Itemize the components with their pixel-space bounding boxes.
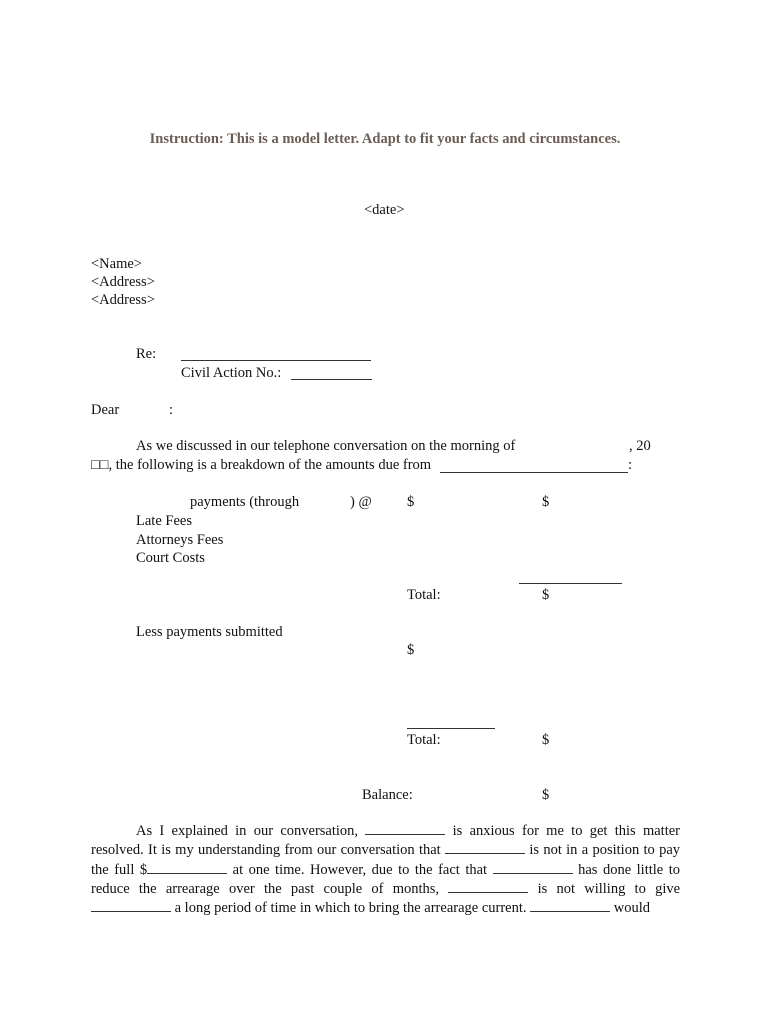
re-blank-line	[181, 360, 371, 361]
salutation-colon: :	[169, 402, 174, 418]
subtotal-rule	[519, 583, 622, 584]
blank-line	[530, 899, 610, 912]
blank-line	[365, 822, 445, 835]
intro-line-1: As we discussed in our telephone conversation on the morning of	[136, 438, 516, 454]
closing-paragraph: As I explained in our conversation, is anxious for me to get this matter resolved. It is my understanding from our conversation that is not in a position to pay the full $ at one time. However, due to the fact that has done little to reduce the arrearage over the past couple of months, is not willing to give a long period of time in which to bring the arrearage current. would	[91, 823, 681, 917]
recipient-address-1: <Address>	[91, 274, 155, 290]
attorneys-fees-label: Attorneys Fees	[136, 532, 224, 548]
payments-amount-dollar: $	[542, 494, 550, 510]
payments-label: payments (through	[190, 494, 300, 510]
blank-line	[445, 841, 525, 854]
blank-line	[91, 899, 171, 912]
less-payments-dollar: $	[407, 642, 415, 658]
civil-action-blank	[291, 379, 372, 380]
payments-subtotal-rule	[407, 728, 495, 729]
recipient-address-2: <Address>	[91, 292, 155, 308]
intro-line-1-end: , 20	[629, 438, 651, 454]
total-label-2: Total:	[407, 732, 441, 748]
balance-dollar: $	[542, 787, 550, 803]
payments-rate-dollar: $	[407, 494, 415, 510]
blank-line	[493, 861, 573, 874]
balance-label: Balance:	[362, 787, 413, 803]
civil-action-label: Civil Action No.:	[181, 365, 282, 381]
re-label: Re:	[136, 346, 157, 362]
instruction-heading: Instruction: This is a model letter. Adapt to fit your facts and circumstances.	[149, 131, 621, 147]
salutation: Dear	[91, 402, 120, 418]
debtor-blank	[440, 472, 628, 473]
intro-line-2-end: :	[628, 457, 633, 473]
date-placeholder: <date>	[364, 202, 405, 218]
late-fees-label: Late Fees	[136, 513, 192, 529]
blank-line	[448, 880, 528, 893]
total-label: Total:	[407, 587, 441, 603]
blank-line	[147, 861, 227, 874]
less-payments-label: Less payments submitted	[136, 624, 283, 640]
payments-at: ) @	[350, 494, 372, 510]
recipient-name: <Name>	[91, 256, 142, 272]
total-dollar-2: $	[542, 732, 550, 748]
total-dollar: $	[542, 587, 550, 603]
intro-line-2: □□, the following is a breakdown of the amounts due from	[91, 457, 432, 473]
court-costs-label: Court Costs	[136, 550, 205, 566]
